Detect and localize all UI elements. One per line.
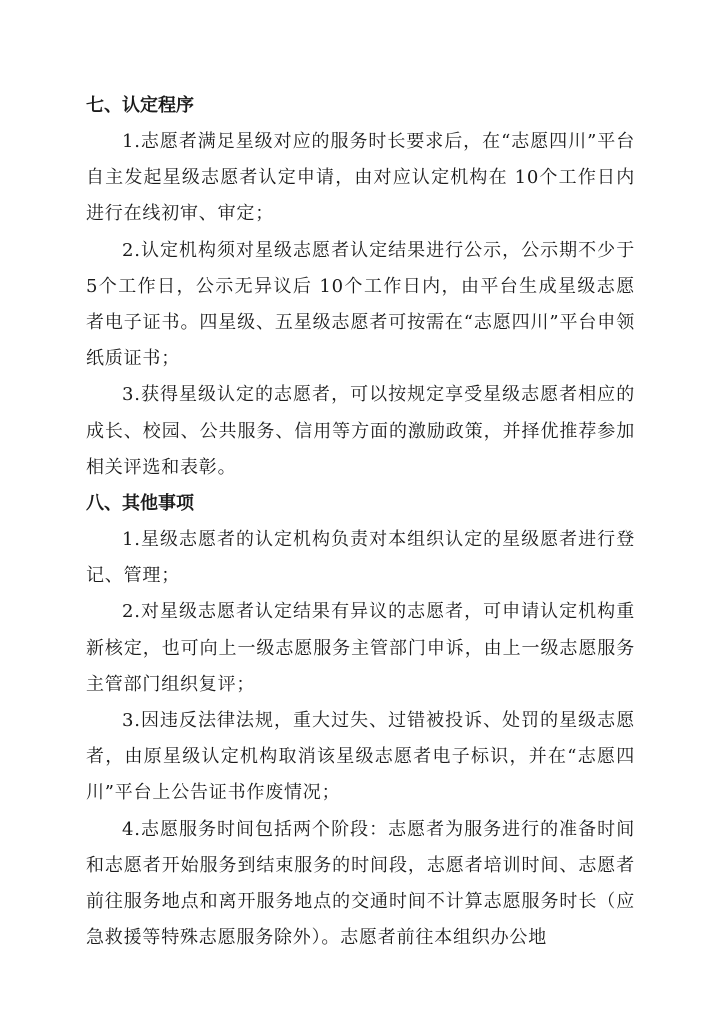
section-heading-8: 八、其他事项 [86, 493, 194, 515]
paragraph-8-4: 4.志愿服务时间包括两个阶段：志愿者为服务进行的准备时间和志愿者开始服务到结束服务的时间段，志愿者培训时间、志愿者前往服务地点和离开服务地点的交通时间不计算志愿服务时长（应急救援等特殊志愿服务除外）。志愿者前往本组织办公地 [86, 818, 635, 949]
section-heading-7: 七、认定程序 [86, 95, 194, 116]
paragraph-8-3: 3.因违反法律法规，重大过失、过错被投诉、处罚的星级志愿者，由原星级认定机构取消该星级志愿者电子标识，并在“志愿四川”平台上公告证书作废情况； [86, 710, 635, 804]
paragraph-7-3: 3.获得星级认定的志愿者，可以按规定享受星级志愿者相应的成长、校园、公共服务、信用等方面的激励政策，并择优推荐参加相关评选和表彰。 [86, 384, 635, 478]
paragraph-8-2: 2.对星级志愿者认定结果有异议的志愿者，可申请认定机构重新核定，也可向上一级志愿服务主管部门申诉，由上一级志愿服务主管部门组织复评； [86, 601, 635, 695]
paragraph-8-1: 1.星级志愿者的认定机构负责对本组织认定的星级愿者进行登记、管理； [86, 529, 635, 587]
document-page [86, 88, 635, 956]
paragraph-7-1: 1.志愿者满足星级对应的服务时长要求后，在“志愿四川”平台自主发起星级志愿者认定申请，由对应认定机构在 10个工作日内进行在线初审、审定； [86, 131, 635, 225]
paragraph-7-2: 2.认定机构须对星级志愿者认定结果进行公示，公示期不少于5个工作日，公示无异议后 10个工作日内，由平台生成星级志愿者电子证书。四星级、五星级志愿者可按需在“志愿四川”平台申领纸质证书； [86, 239, 635, 370]
